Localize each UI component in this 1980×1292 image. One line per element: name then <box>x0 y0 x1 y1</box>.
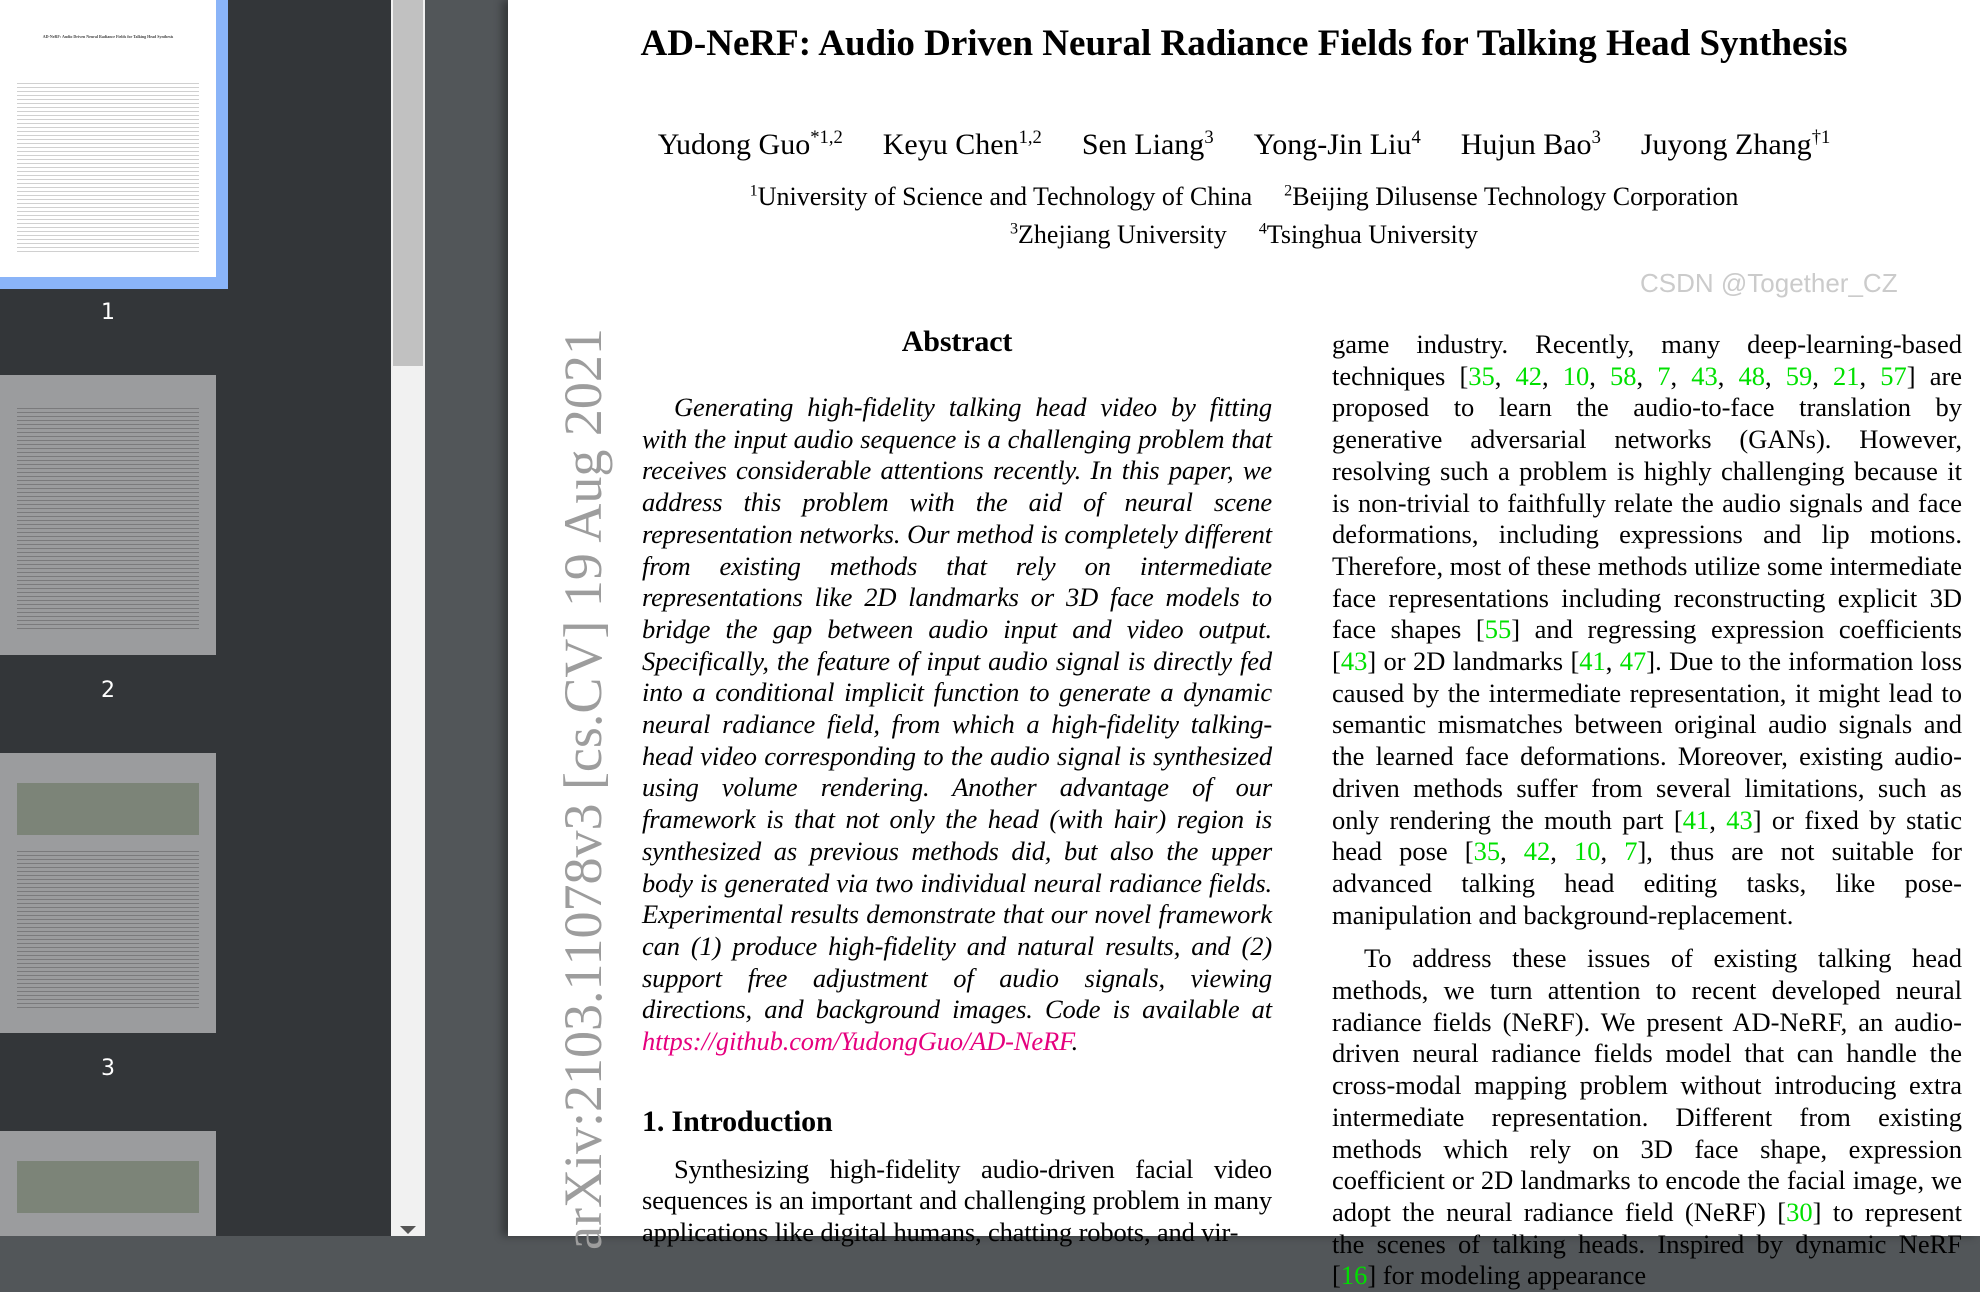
body-text: , <box>1859 360 1881 391</box>
code-url-link[interactable]: https://github.com/YudongGuo/AD-NeRF <box>642 1026 1072 1057</box>
body-text: ] or fixed by static head pose [ <box>1332 804 1963 867</box>
author-name: Sen Liang <box>1081 128 1205 161</box>
body-text: Synthesizing high-fidelity audio-driven facial video sequences is an important and challenging problem in many applications like digital humans, chatting robots, and vir- <box>642 1153 1272 1248</box>
body-text: , <box>1717 360 1739 391</box>
author-affiliation-mark: 1,2 <box>1018 127 1042 148</box>
paper-title: AD-NeRF: Audio Driven Neural Radiance Fields for Talking Head Synthesis <box>640 23 1848 64</box>
page-number-label: 2 <box>101 678 115 703</box>
thumbnail-image[interactable] <box>0 375 216 655</box>
sidebar-scrollbar-thumb[interactable] <box>393 0 423 366</box>
body-text: ] or 2D landmarks [ <box>1367 646 1580 677</box>
author-affiliation-mark: 3 <box>1591 127 1601 148</box>
affiliation-name: Zhejiang University <box>1018 220 1227 249</box>
author-name: Hujun Bao <box>1460 128 1592 161</box>
citation-link[interactable]: 42 <box>1523 836 1551 867</box>
affiliations-line-1 <box>508 182 1980 212</box>
thumbnail-figure <box>17 783 199 835</box>
affiliation <box>1284 182 1738 211</box>
citation-link[interactable]: 30 <box>1786 1196 1813 1227</box>
intro-heading-wrap <box>642 1104 1272 1140</box>
body-text: To address these issues of existing talking head methods, we turn attention to recent developed neural radiance fields (NeRF). We present AD-NeRF, an audio-driven neural radiance fields model that can handle the cross-modal mapping problem without introducing extra intermediate representation. Different from existing methods which rely on 3D face shape, expression coefficient or 2D landmarks to encode the facial image, we adopt the neural radiance field (NeRF) [ <box>1332 943 1962 1227</box>
pdf-page <box>508 0 1980 1291</box>
body-text: , <box>1670 360 1692 391</box>
author-affiliation-mark: 3 <box>1204 127 1214 148</box>
author-affiliation-mark: *1,2 <box>810 127 843 148</box>
body-text: , <box>1636 360 1658 391</box>
body-text: , <box>1542 360 1563 391</box>
body-text: , <box>1812 360 1834 391</box>
author <box>658 128 843 161</box>
citation-link[interactable]: 35 <box>1473 836 1501 867</box>
scroll-down-arrow-icon[interactable] <box>400 1226 416 1234</box>
affiliation-name: Beijing Dilusense Technology Corporation <box>1292 182 1739 211</box>
body-text: ] for modeling appearance <box>1367 1260 1647 1291</box>
citation-link[interactable]: 57 <box>1880 360 1907 391</box>
body-text: , <box>1600 836 1625 867</box>
author-name: Juyong Zhang <box>1640 128 1812 161</box>
citation-link[interactable]: 59 <box>1785 360 1813 391</box>
citation-link[interactable]: 10 <box>1573 836 1601 867</box>
citation-link[interactable]: 41 <box>1682 804 1710 835</box>
author-affiliation-mark: †1 <box>1811 127 1831 148</box>
body-text: game industry. Recently, many deep-learning-based techniques [ <box>1332 329 1962 391</box>
thumbnail-figure <box>17 1161 199 1213</box>
citation-link[interactable]: 16 <box>1340 1260 1368 1291</box>
citation-link[interactable]: 7 <box>1624 836 1638 867</box>
citation-link[interactable]: 7 <box>1657 360 1671 391</box>
body-text: , <box>1550 836 1574 867</box>
thumbnail-text-lines <box>17 848 199 1008</box>
affiliation-number: 4 <box>1258 220 1267 238</box>
citation-link[interactable]: 43 <box>1691 360 1718 391</box>
citation-link[interactable]: 41 <box>1579 646 1606 677</box>
author <box>1254 128 1421 161</box>
thumbnail-image[interactable] <box>0 1131 216 1236</box>
thumbnail-image[interactable] <box>0 0 216 277</box>
abstract-text <box>642 392 1272 1058</box>
body-text: ], thus are not suitable for advanced talking head editing tasks, like pose-manipulation and background-replacement. <box>1332 836 1962 930</box>
right-column <box>1332 329 1962 1292</box>
body-text: ] and regressing expression coefficients [ <box>1332 614 1962 677</box>
body-text: Generating high-fidelity talking head video by fitting with the input audio sequence is a challenging problem that receives considerable attentions recently. In this paper, we address this problem with the aid of neural scene representation networks. Our method is completely different from existing methods that rely on intermediate representations like 2D landmarks or 3D face models to bridge the gap between audio input and video output. Specifically, the feature of input audio signal is directly fed into a conditional implicit function to generate a dynamic neural radiance field, from which a high-fidelity talking-head video corresponding to the audio signal is synthesized using volume rendering. Another advantage of our framework is that not only the head (with hair) region is synthesized as previous methods did, but also the upper body is generated via two individual neural radiance fields. Experimental results demonstrate that our novel framework can (1) produce high-fidelity and natural results, and (2) support free adjustment of audio signals, viewing directions, and background images. Code is available at <box>642 392 1272 1025</box>
citation-link[interactable]: 58 <box>1610 360 1637 391</box>
author-affiliation-mark: 4 <box>1411 127 1421 148</box>
author-name: Yong-Jin Liu <box>1253 128 1412 161</box>
body-text: ]. Due to the information loss caused by the intermediate representation, it might lead to semantic mismatches between original audio signals and the learned face deformations. Moreover, existing audio-driven methods suffer from several limitations, such as only rendering the mouth part [ <box>1332 646 1963 835</box>
body-text: , <box>1765 360 1786 391</box>
thumbnail-text-lines <box>17 405 199 630</box>
affiliation <box>1259 220 1478 249</box>
author <box>1082 128 1214 161</box>
author <box>1641 128 1830 161</box>
introduction-heading: 1. Introduction <box>642 1104 833 1138</box>
author-name: Keyu Chen <box>882 128 1019 161</box>
intro-text <box>642 1154 1272 1249</box>
body-text: , <box>1494 360 1516 391</box>
citation-link[interactable]: 21 <box>1833 360 1860 391</box>
author <box>883 128 1042 161</box>
watermark: CSDN @Together_CZ <box>1640 268 1898 298</box>
thumbnail-text-lines <box>17 80 199 252</box>
body-text: , <box>1500 836 1524 867</box>
page-number-label: 3 <box>101 1056 115 1081</box>
author-list <box>508 128 1980 162</box>
arxiv-stamp: arXiv:2103.11078v3 [cs.CV] 19 Aug 2021 <box>553 328 613 1250</box>
left-column <box>642 324 1272 1249</box>
abstract-heading: Abstract <box>901 325 1013 358</box>
affiliation-name: University of Science and Technology of China <box>757 182 1253 211</box>
page-number-label: 1 <box>101 300 115 325</box>
citation-link[interactable]: 43 <box>1726 804 1753 835</box>
affiliation <box>1010 220 1227 249</box>
body-text: . <box>1071 1026 1079 1057</box>
thumbnail-image[interactable] <box>0 753 216 1033</box>
body-text: , <box>1589 360 1611 391</box>
affiliation <box>750 182 1253 211</box>
body-text: , <box>1605 646 1620 677</box>
affiliation-number: 2 <box>1284 182 1293 200</box>
citation-link[interactable]: 35 <box>1468 360 1495 391</box>
body-text: , <box>1709 804 1727 835</box>
author-name: Yudong Guo <box>657 128 811 161</box>
body-text: ] are proposed to learn the audio-to-face translation by generative adversarial networks (GANs). However, resolving such a problem is highly challenging because it is non-trivial to faithfully relate the audio signals and face deformations, including expressions and lip motions. Therefore, most of these methods utilize some intermediate face representations including reconstructing explicit 3D face shapes [ <box>1332 360 1963 645</box>
citation-link[interactable]: 10 <box>1562 360 1590 391</box>
affiliation-name: Tsinghua University <box>1266 220 1479 249</box>
affiliations-line-2 <box>508 220 1980 250</box>
abstract-heading-wrap <box>642 324 1272 360</box>
affiliation-number: 3 <box>1009 220 1019 238</box>
body-text: ] to represent the scenes of talking heads. Inspired by dynamic NeRF [ <box>1332 1196 1962 1291</box>
thumbnail-title: AD-NeRF: Audio Driven Neural Radiance Fields for Talking Head Synthesis <box>42 34 174 39</box>
citation-link[interactable]: 43 <box>1340 646 1368 677</box>
citation-link[interactable]: 42 <box>1515 360 1543 391</box>
citation-link[interactable]: 48 <box>1738 360 1766 391</box>
citation-link[interactable]: 47 <box>1619 646 1647 677</box>
citation-link[interactable]: 55 <box>1484 614 1512 645</box>
author <box>1461 128 1601 161</box>
thumbnail-sidebar <box>0 0 391 1236</box>
affiliation-number: 1 <box>749 182 758 200</box>
